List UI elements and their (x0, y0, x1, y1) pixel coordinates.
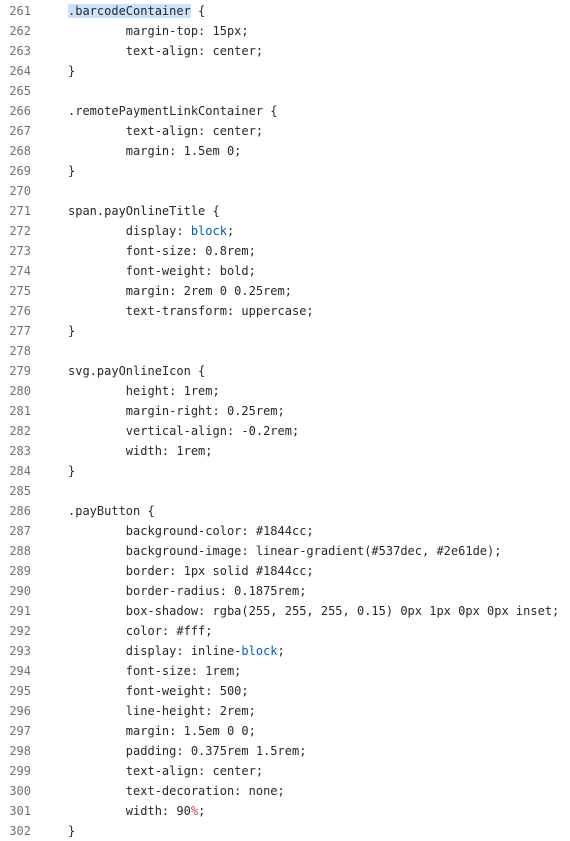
code-line (0, 521, 570, 541)
code-line (0, 681, 570, 701)
line-number: 295 (9, 684, 31, 698)
code-text (68, 541, 501, 561)
line-number: 277 (9, 324, 31, 338)
code-line (0, 821, 570, 841)
line-number: 286 (9, 504, 31, 518)
line-number: 293 (9, 644, 31, 658)
code-token: } (68, 64, 76, 78)
code-text (68, 601, 559, 621)
code-line (0, 161, 570, 181)
code-line (0, 181, 570, 201)
code-token: margin: 1.5em 0 0; (68, 724, 256, 738)
line-number: 300 (9, 784, 31, 798)
code-token: text-decoration: none; (68, 784, 285, 798)
code-text (68, 501, 155, 521)
code-text (68, 701, 256, 721)
line-number: 294 (9, 664, 31, 678)
code-line (0, 381, 570, 401)
line-number: 285 (9, 484, 31, 498)
line-number: 283 (9, 444, 31, 458)
keyword-token: block (241, 644, 278, 658)
line-number: 289 (9, 564, 31, 578)
line-number: 288 (9, 544, 31, 558)
code-line (0, 81, 570, 101)
code-line (0, 561, 570, 581)
code-token: margin: 2rem 0 0.25rem; (68, 284, 292, 298)
line-number: 274 (9, 264, 31, 278)
code-line (0, 761, 570, 781)
code-text (68, 821, 75, 841)
code-text (68, 761, 263, 781)
code-token: background-color: #1844cc; (68, 524, 314, 538)
code-token: font-weight: 500; (68, 684, 249, 698)
code-token: .remotePaymentLinkContainer { (68, 104, 278, 118)
code-token: text-transform: uppercase; (68, 304, 314, 318)
line-number: 296 (9, 704, 31, 718)
code-text (68, 281, 292, 301)
code-token: text-align: center; (68, 124, 264, 138)
code-line (0, 641, 570, 661)
line-number: 281 (9, 404, 31, 418)
line-number: 282 (9, 424, 31, 438)
code-token: margin: 1.5em 0; (68, 144, 242, 158)
code-token: .payButton { (68, 504, 155, 518)
line-number: 275 (9, 284, 31, 298)
code-text (68, 581, 306, 601)
code-text (68, 1, 205, 21)
line-number: 263 (9, 44, 31, 58)
line-number: 302 (9, 824, 31, 838)
code-line (0, 601, 570, 621)
line-number: 262 (9, 24, 31, 38)
code-text (68, 381, 220, 401)
code-token: border-radius: 0.1875rem; (68, 584, 307, 598)
code-text (68, 561, 314, 581)
code-line (0, 221, 570, 241)
line-number: 284 (9, 464, 31, 478)
code-token: ; (226, 224, 235, 238)
code-text (68, 201, 220, 221)
code-line (0, 781, 570, 801)
code-text (68, 461, 75, 481)
code-text (68, 421, 299, 441)
code-line (0, 261, 570, 281)
code-token: font-weight: bold; (68, 264, 256, 278)
code-token: } (68, 324, 76, 338)
code-text (68, 61, 75, 81)
code-token: border: 1px solid #1844cc; (68, 564, 314, 578)
code-text (68, 401, 285, 421)
line-number: 265 (9, 84, 31, 98)
unit-token: % (190, 804, 199, 818)
line-number: 261 (9, 4, 31, 18)
code-line (0, 461, 570, 481)
code-token: } (68, 824, 76, 838)
code-line (0, 401, 570, 421)
code-line (0, 361, 570, 381)
line-number: 299 (9, 764, 31, 778)
code-token: span.payOnlineTitle { (68, 204, 220, 218)
line-number: 267 (9, 124, 31, 138)
code-text (68, 801, 205, 821)
code-text (68, 101, 278, 121)
code-line (0, 281, 570, 301)
line-number: 290 (9, 584, 31, 598)
code-token: } (68, 464, 76, 478)
code-token: box-shadow: rgba(255, 255, 255, 0.15) 0px 1px 0px 0px inset; (68, 604, 560, 618)
code-token: padding: 0.375rem 1.5rem; (68, 744, 307, 758)
code-line (0, 621, 570, 641)
code-token: ; (198, 804, 206, 818)
line-number: 279 (9, 364, 31, 378)
code-line (0, 541, 570, 561)
line-number: 266 (9, 104, 31, 118)
line-number: 298 (9, 744, 31, 758)
code-token: font-size: 1rem; (68, 664, 242, 678)
code-line (0, 421, 570, 441)
line-number: 273 (9, 244, 31, 258)
code-line (0, 501, 570, 521)
code-text (68, 441, 213, 461)
code-line (0, 61, 570, 81)
code-line (0, 201, 570, 221)
code-line (0, 141, 570, 161)
code-token: ; (277, 644, 285, 658)
code-text (68, 621, 213, 641)
code-line (0, 41, 570, 61)
code-token: { (190, 4, 206, 18)
code-text (68, 301, 314, 321)
code-text (68, 641, 285, 661)
code-token: margin-top: 15px; (68, 24, 249, 38)
line-number: 276 (9, 304, 31, 318)
code-line (0, 481, 570, 501)
code-line (0, 721, 570, 741)
code-line (0, 701, 570, 721)
code-text (68, 121, 263, 141)
line-number: 268 (9, 144, 31, 158)
code-text (68, 661, 241, 681)
code-text (68, 241, 256, 261)
code-line (0, 801, 570, 821)
code-line (0, 241, 570, 261)
code-text (68, 521, 314, 541)
code-line (0, 21, 570, 41)
line-number: 270 (9, 184, 31, 198)
selected-text: .barcodeContainer (68, 4, 191, 18)
code-token: background-image: linear-gradient(#537dec, #2e61de); (68, 544, 502, 558)
line-number: 301 (9, 804, 31, 818)
code-text (68, 721, 256, 741)
code-token: } (68, 164, 76, 178)
code-line (0, 1, 570, 21)
line-number: 272 (9, 224, 31, 238)
line-number: 287 (9, 524, 31, 538)
line-number: 292 (9, 624, 31, 638)
line-number: 280 (9, 384, 31, 398)
code-text (68, 681, 249, 701)
code-line (0, 321, 570, 341)
code-text (68, 321, 75, 341)
code-token: text-align: center; (68, 764, 264, 778)
code-line (0, 581, 570, 601)
code-text (68, 741, 306, 761)
line-number: 271 (9, 204, 31, 218)
code-text (68, 21, 249, 41)
code-line (0, 341, 570, 361)
code-line (0, 101, 570, 121)
code-line (0, 441, 570, 461)
code-token: margin-right: 0.25rem; (68, 404, 285, 418)
code-token: display: (68, 224, 191, 238)
code-token: color: #fff; (68, 624, 213, 638)
code-text (68, 221, 234, 241)
code-line (0, 301, 570, 321)
code-line (0, 121, 570, 141)
line-number: 297 (9, 724, 31, 738)
code-token: height: 1rem; (68, 384, 220, 398)
code-text (68, 41, 263, 61)
code-token: width: 90 (68, 804, 191, 818)
code-token: vertical-align: -0.2rem; (68, 424, 300, 438)
line-number: 278 (9, 344, 31, 358)
code-token: text-align: center; (68, 44, 264, 58)
code-text (68, 161, 75, 181)
line-number: 264 (9, 64, 31, 78)
code-token: font-size: 0.8rem; (68, 244, 256, 258)
code-token: line-height: 2rem; (68, 704, 256, 718)
code-line (0, 741, 570, 761)
code-text (68, 781, 285, 801)
code-token: width: 1rem; (68, 444, 213, 458)
line-number: 269 (9, 164, 31, 178)
code-text (68, 141, 241, 161)
code-text (68, 261, 256, 281)
code-token: display: inline- (68, 644, 242, 658)
keyword-token: block (190, 224, 227, 238)
line-number: 291 (9, 604, 31, 618)
code-text (68, 361, 205, 381)
code-token: svg.payOnlineIcon { (68, 364, 206, 378)
code-line (0, 661, 570, 681)
